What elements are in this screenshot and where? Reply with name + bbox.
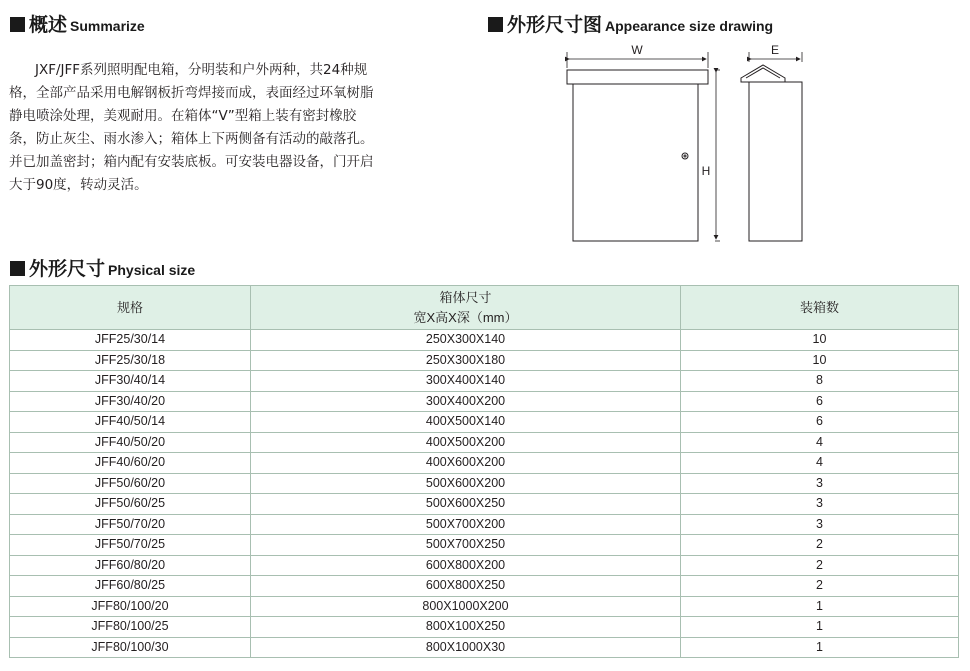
table-row (10, 576, 959, 597)
cell-qty: 3 (681, 514, 959, 535)
front-top-cover (567, 70, 708, 84)
physical-title-zh: 外形尺寸 (29, 258, 106, 280)
cell-size: 300X400X200 (251, 391, 681, 412)
cell-size: 800X1000X30 (251, 637, 681, 658)
physical-title-en: Physical size (108, 262, 196, 278)
cell-qty: 2 (681, 535, 959, 556)
table-row (10, 371, 959, 392)
physical-size-table (9, 285, 959, 658)
summary-line: 条，防止灰尘、雨水渗入；箱体上下两侧备有活动的敲落孔。 (9, 131, 374, 147)
summary-line: 静电喷涂处理，美观耐用。在箱体“V”型箱上装有密封橡胶 (9, 108, 357, 124)
table-row (10, 596, 959, 617)
summary-paragraph (9, 59, 434, 197)
cell-spec: JFF40/60/20 (10, 453, 251, 474)
table-row (10, 432, 959, 453)
w-label: W (631, 43, 643, 57)
front-body (573, 84, 698, 241)
cell-qty: 6 (681, 412, 959, 433)
cell-spec: JFF25/30/18 (10, 350, 251, 371)
summary-title-zh: 概述 (29, 14, 68, 36)
header-size (251, 286, 681, 330)
cell-size: 400X500X200 (251, 432, 681, 453)
summary-heading (10, 10, 145, 37)
cell-qty: 1 (681, 617, 959, 638)
cell-spec: JFF80/100/20 (10, 596, 251, 617)
cell-size: 800X100X250 (251, 617, 681, 638)
summary-line: JXF/JFF系列照明配电箱，分明装和户外两种，共24种规 (35, 62, 368, 78)
cell-size: 800X1000X200 (251, 596, 681, 617)
table-row (10, 535, 959, 556)
cell-qty: 10 (681, 350, 959, 371)
cell-spec: JFF50/70/25 (10, 535, 251, 556)
h-label: H (701, 164, 711, 178)
cell-size: 250X300X140 (251, 330, 681, 351)
cell-qty: 2 (681, 555, 959, 576)
appearance-drawing (560, 40, 820, 250)
header-spec: 规格 (10, 286, 251, 330)
physical-heading (10, 254, 195, 281)
header-size-line2: 宽X高X深（mm） (413, 309, 518, 325)
table-row (10, 391, 959, 412)
appearance-title-en: Appearance size drawing (605, 18, 774, 34)
summary-title-en: Summarize (70, 18, 145, 34)
appearance-heading (488, 10, 773, 37)
cell-size: 500X700X200 (251, 514, 681, 535)
table-row (10, 330, 959, 351)
table-row (10, 637, 959, 658)
summary-line: 大于90度，转动灵活。 (9, 177, 148, 193)
cell-size: 400X500X140 (251, 412, 681, 433)
cell-qty: 1 (681, 637, 959, 658)
table-header-row (10, 286, 959, 330)
table-row (10, 453, 959, 474)
table-row (10, 494, 959, 515)
cell-qty: 6 (681, 391, 959, 412)
cell-size: 500X700X250 (251, 535, 681, 556)
side-view (741, 65, 802, 241)
summary-line: 并已加盖密封；箱内配有安装底板。可安装电器设备，门开启 (9, 154, 374, 170)
front-view (567, 70, 708, 241)
cell-qty: 4 (681, 453, 959, 474)
square-bullet-icon (488, 17, 503, 32)
cell-spec: JFF60/80/25 (10, 576, 251, 597)
cell-spec: JFF40/50/14 (10, 412, 251, 433)
lock-icon (682, 153, 688, 159)
square-bullet-icon (10, 261, 25, 276)
cell-size: 400X600X200 (251, 453, 681, 474)
table-row (10, 514, 959, 535)
summary-line: 格，全部产品采用电解钢板折弯焊接而成，表面经过环氧树脂 (9, 85, 374, 101)
cell-spec: JFF25/30/14 (10, 330, 251, 351)
cell-spec: JFF40/50/20 (10, 432, 251, 453)
cell-size: 250X300X180 (251, 350, 681, 371)
cell-spec: JFF80/100/25 (10, 617, 251, 638)
header-size-line1: 箱体尺寸 (439, 289, 492, 305)
header-qty: 装箱数 (681, 286, 959, 330)
cell-qty: 8 (681, 371, 959, 392)
cell-qty: 3 (681, 494, 959, 515)
cell-spec: JFF30/40/14 (10, 371, 251, 392)
table-row (10, 350, 959, 371)
cell-size: 500X600X250 (251, 494, 681, 515)
square-bullet-icon (10, 17, 25, 32)
side-roof-inner (746, 68, 780, 78)
appearance-title-zh: 外形尺寸图 (507, 14, 603, 36)
table-row (10, 555, 959, 576)
cell-size: 500X600X200 (251, 473, 681, 494)
side-body (749, 82, 802, 241)
cell-spec: JFF80/100/30 (10, 637, 251, 658)
cell-size: 600X800X250 (251, 576, 681, 597)
cell-qty: 4 (681, 432, 959, 453)
cell-spec: JFF60/80/20 (10, 555, 251, 576)
cell-qty: 1 (681, 596, 959, 617)
cell-spec: JFF50/60/20 (10, 473, 251, 494)
table-row (10, 412, 959, 433)
cell-spec: JFF50/70/20 (10, 514, 251, 535)
cell-qty: 3 (681, 473, 959, 494)
cell-size: 300X400X140 (251, 371, 681, 392)
e-label: E (770, 43, 780, 57)
table-row (10, 473, 959, 494)
cell-qty: 10 (681, 330, 959, 351)
lock-icon-center (684, 155, 686, 157)
table-row (10, 617, 959, 638)
cell-qty: 2 (681, 576, 959, 597)
cell-spec: JFF30/40/20 (10, 391, 251, 412)
cell-spec: JFF50/60/25 (10, 494, 251, 515)
cell-size: 600X800X200 (251, 555, 681, 576)
